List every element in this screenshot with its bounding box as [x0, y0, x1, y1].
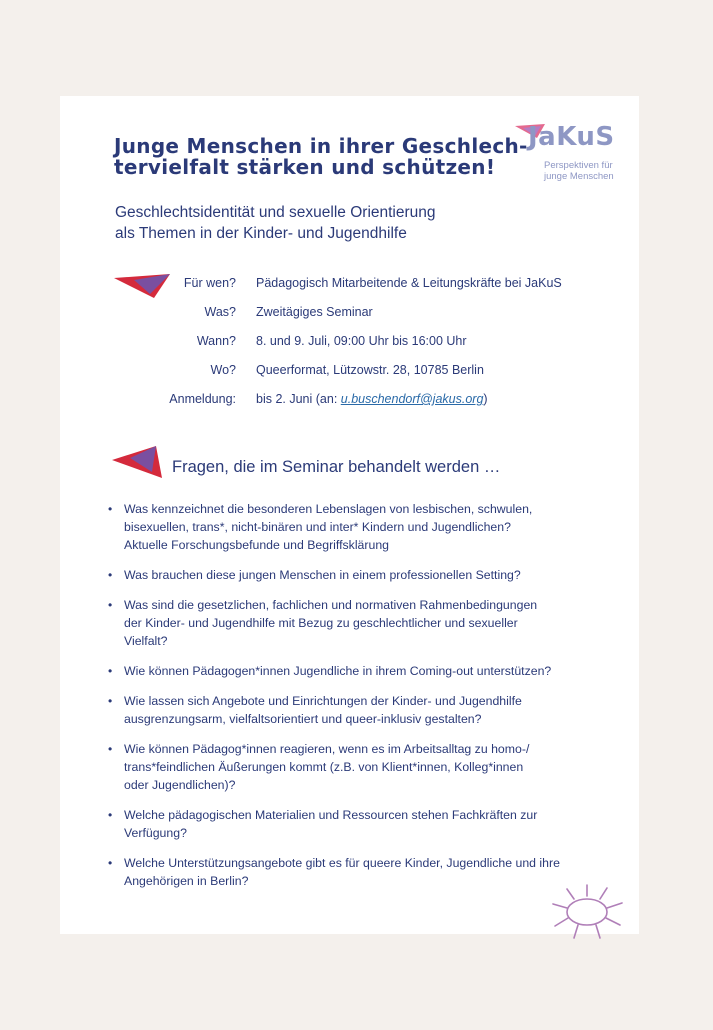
- list-item-line: trans*feindlichen Äußerungen kommt (z.B. von Klient*innen, Kolleg*innen: [124, 760, 524, 774]
- detail-value: Queerformat, Lützowstr. 28, 10785 Berlin: [256, 363, 484, 377]
- bullet-icon: •: [108, 502, 113, 516]
- list-item-line: Wie können Pädagog*innen reagieren, wenn es im Arbeitsalltag zu homo-/: [124, 742, 530, 756]
- detail-row-registration: [60, 392, 639, 412]
- list-item: [108, 692, 638, 728]
- list-item: [108, 566, 638, 584]
- logo-tagline: [544, 160, 644, 182]
- questions-list: [108, 500, 638, 902]
- bullet-icon: •: [108, 742, 113, 756]
- detail-label: Was?: [204, 305, 236, 319]
- list-item-line: oder Jugendlichen)?: [124, 778, 236, 792]
- list-item-line: Welche pädagogischen Materialien und Ressourcen stehen Fachkräften zur: [124, 808, 538, 822]
- list-item-line: Was kennzeichnet die besonderen Lebenslagen von lesbischen, schwulen,: [124, 502, 533, 516]
- sun-doodle-icon: [544, 882, 630, 942]
- list-item: [108, 662, 638, 680]
- bullet-icon: •: [108, 856, 113, 870]
- list-item-line: bisexuellen, trans*, nicht-binären und inter* Kindern und Jugendlichen?: [124, 520, 511, 534]
- list-item-line: ausgrenzungsarm, vielfaltsorientiert und queer-inklusiv gestalten?: [124, 712, 482, 726]
- detail-row-when: [60, 334, 639, 354]
- bullet-icon: •: [108, 808, 113, 822]
- list-item: [108, 500, 638, 554]
- bullet-icon: •: [108, 664, 113, 678]
- headline-line-2: tervielfalt stärken und schützen!: [114, 155, 496, 179]
- bullet-icon: •: [108, 694, 113, 708]
- detail-value: [256, 392, 488, 406]
- list-item-line: Was brauchen diese jungen Menschen in einem professionellen Setting?: [124, 568, 521, 582]
- headline: [114, 136, 534, 178]
- list-item-line: Was sind die gesetzlichen, fachlichen und normativen Rahmenbedingungen: [124, 598, 538, 612]
- detail-row-what: [60, 305, 639, 325]
- detail-label: Wo?: [210, 363, 236, 377]
- subtitle: [115, 202, 535, 244]
- registration-email-link[interactable]: u.buschendorf@jakus.org: [340, 392, 484, 406]
- flyer-page: [60, 96, 639, 934]
- detail-value: Zweitägiges Seminar: [256, 305, 373, 319]
- bullet-icon: •: [108, 568, 113, 582]
- list-item-line: Vielfalt?: [124, 634, 168, 648]
- detail-label: Für wen?: [183, 276, 236, 290]
- headline-line-1: Junge Menschen in ihrer Geschlech-: [114, 134, 528, 158]
- logo-tagline-line-2: junge Menschen: [544, 171, 614, 182]
- flag-icon: [112, 446, 164, 480]
- list-item: [108, 806, 638, 842]
- bullet-icon: •: [108, 598, 113, 612]
- logo-name: JaKuS: [528, 122, 615, 152]
- list-item-line: Angehörigen in Berlin?: [124, 874, 249, 888]
- detail-label: Anmeldung:: [169, 392, 236, 406]
- detail-value: 8. und 9. Juli, 09:00 Uhr bis 16:00 Uhr: [256, 334, 467, 348]
- list-item: [108, 740, 638, 794]
- list-item: [108, 596, 638, 650]
- detail-row-where: [60, 363, 639, 383]
- list-item-line: der Kinder- und Jugendhilfe mit Bezug zu geschlechtlicher und sexueller: [124, 616, 518, 630]
- logo-tagline-line-1: Perspektiven für: [544, 160, 613, 171]
- list-item-line: Aktuelle Forschungsbefunde und Begriffsklärung: [124, 538, 390, 552]
- detail-row-target: [60, 276, 639, 296]
- detail-value: Pädagogisch Mitarbeitende & Leitungskräfte bei JaKuS: [256, 276, 562, 290]
- subtitle-line-2: als Themen in der Kinder- und Jugendhilfe: [115, 225, 407, 242]
- registration-suffix: ): [483, 392, 488, 406]
- list-item-line: Wie lassen sich Angebote und Einrichtungen der Kinder- und Jugendhilfe: [124, 694, 522, 708]
- list-item-line: Verfügung?: [124, 826, 187, 840]
- detail-label: Wann?: [196, 334, 236, 348]
- list-item-line: Wie können Pädagogen*innen Jugendliche in ihrem Coming-out unterstützen?: [124, 664, 552, 678]
- subtitle-line-1: Geschlechtsidentität und sexuelle Orientierung: [115, 204, 436, 221]
- list-item-line: Welche Unterstützungsangebote gibt es für queere Kinder, Jugendliche und ihre: [124, 856, 560, 870]
- questions-heading: Fragen, die im Seminar behandelt werden …: [172, 458, 501, 476]
- registration-prefix: bis 2. Juni (an:: [256, 392, 341, 406]
